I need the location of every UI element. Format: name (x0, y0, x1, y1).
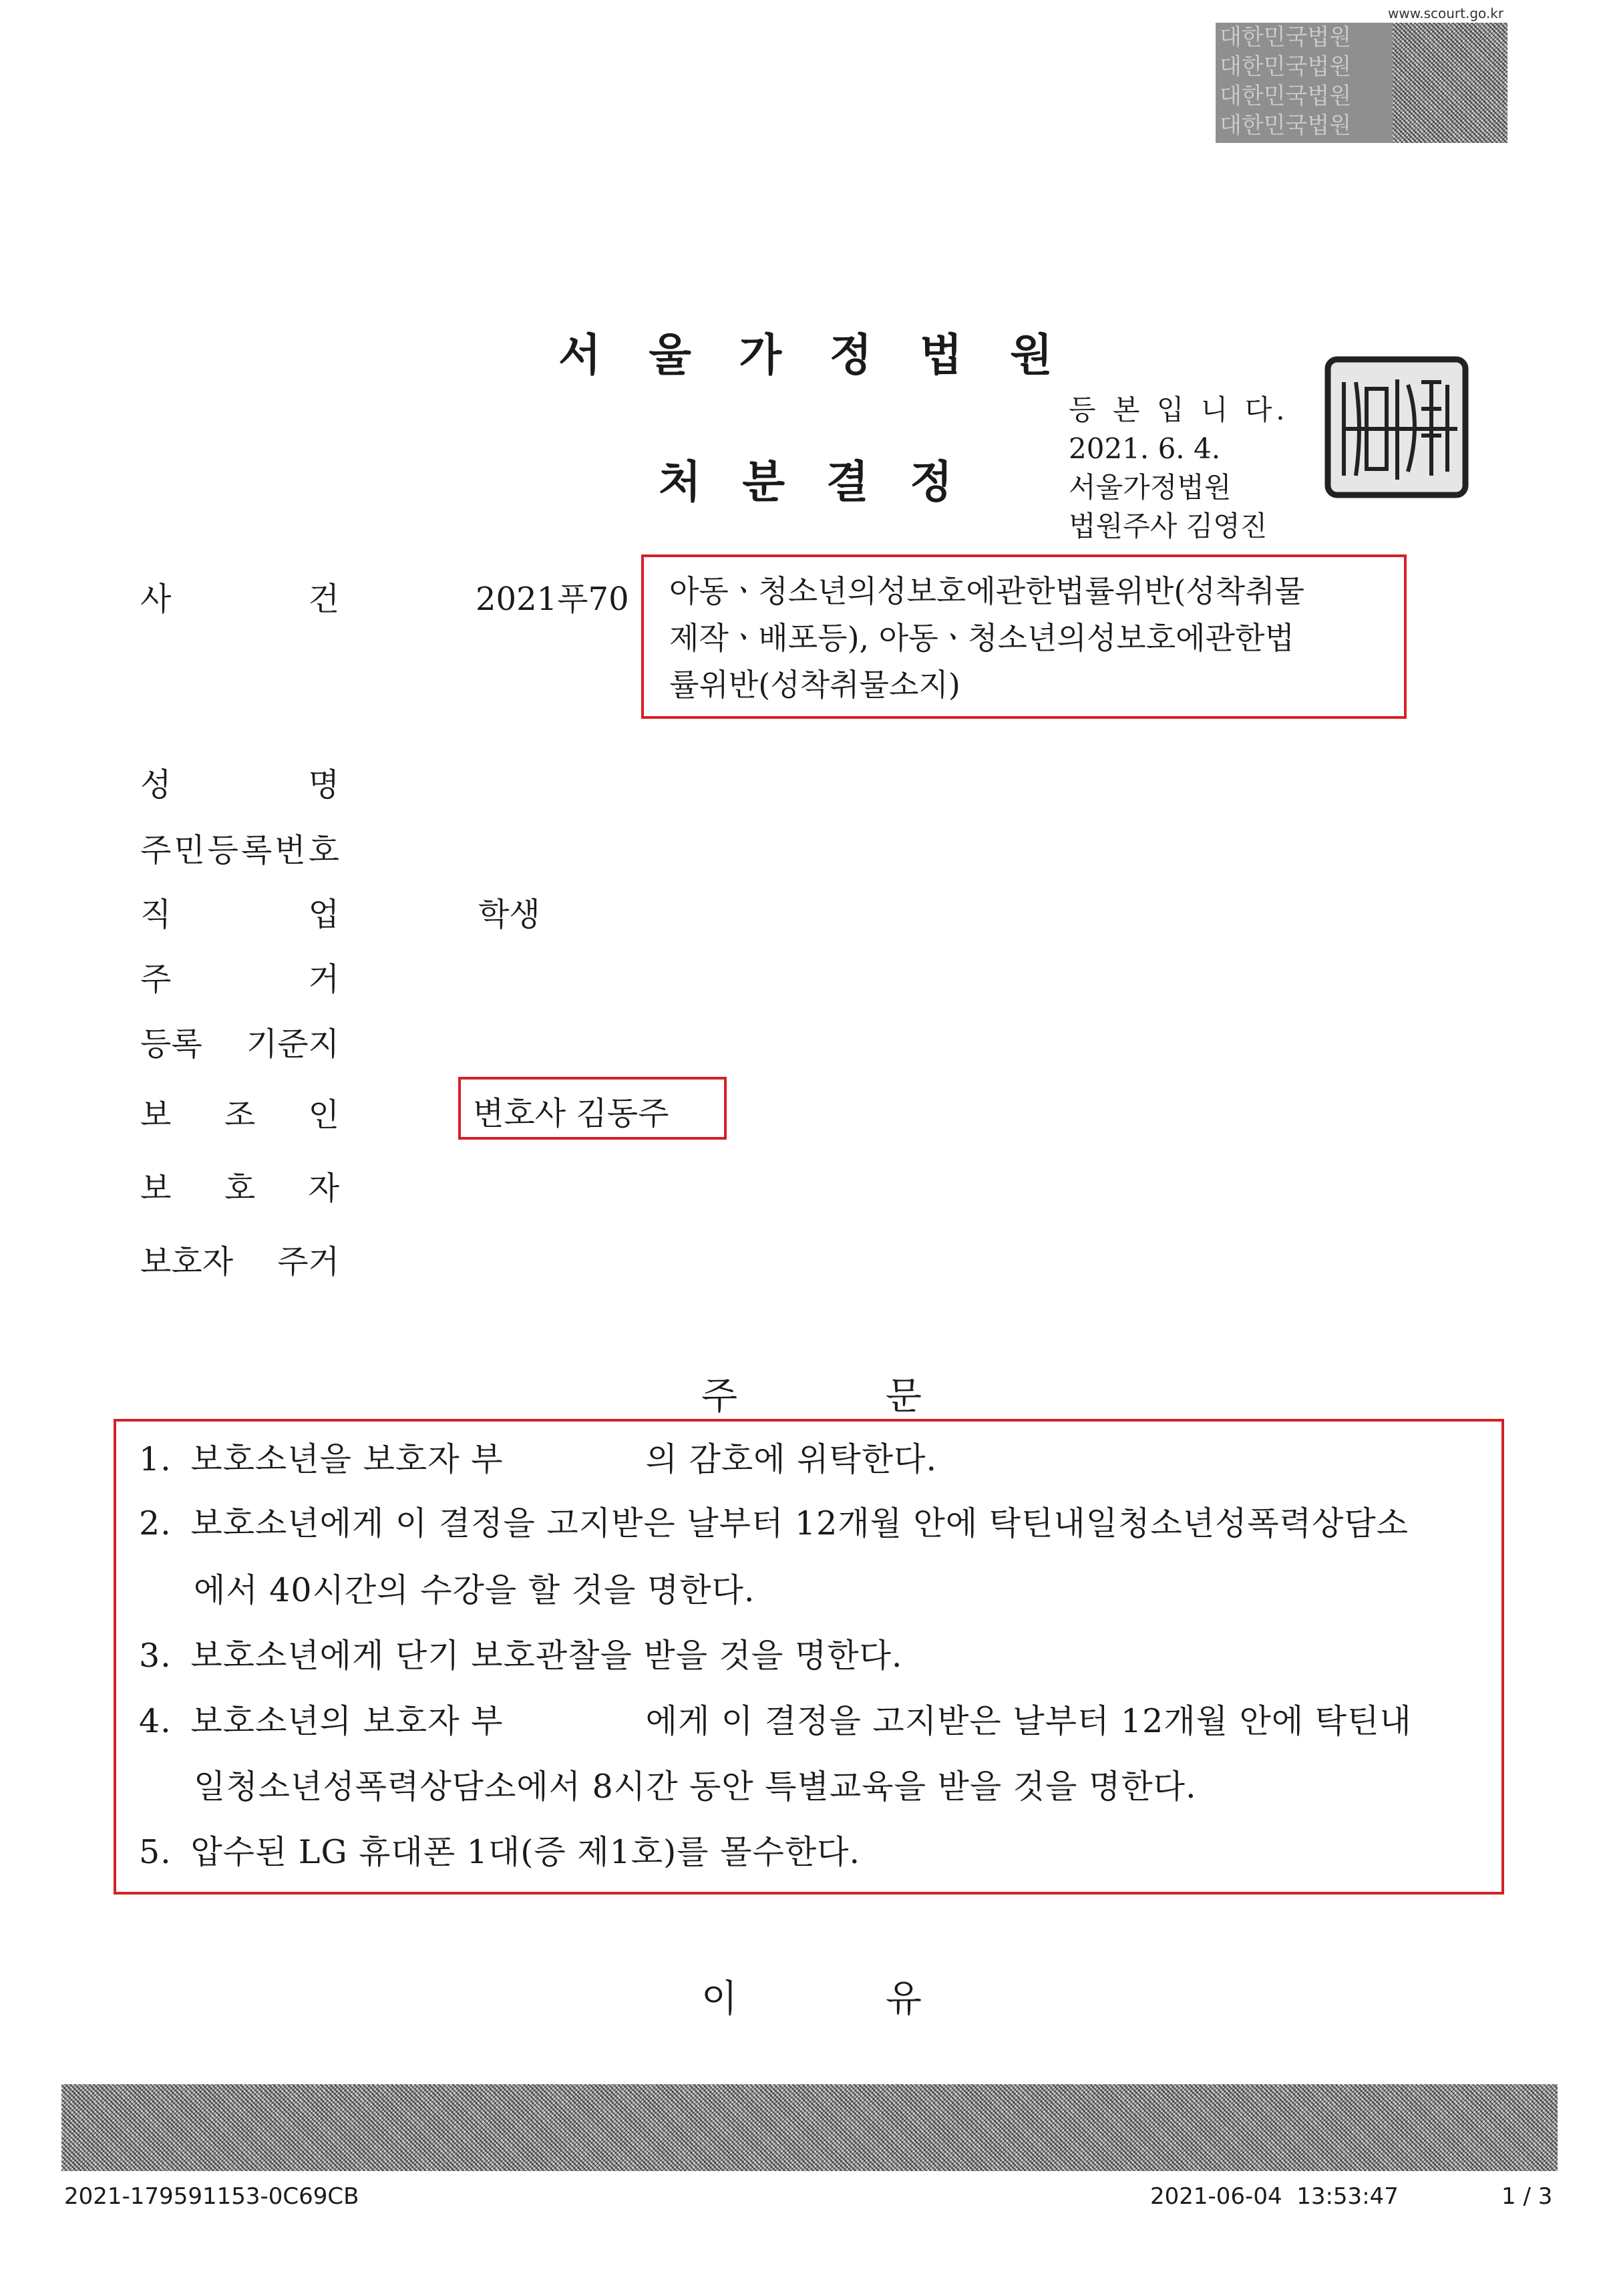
court-name-char: 서 (558, 329, 601, 381)
registered-domicile-label (140, 1018, 339, 1064)
reason-heading (701, 1969, 922, 2023)
title-char: 분 (742, 456, 785, 508)
title-char: 처 (659, 456, 701, 508)
order-item (139, 1702, 1481, 1740)
order-heading (701, 1367, 922, 1420)
case-name (669, 568, 1304, 708)
label-char: 보 (140, 1096, 172, 1134)
label-char: 보 (140, 1170, 172, 1207)
court-seal-stamp (1324, 355, 1469, 499)
case-name-line: 아동ㆍ청소년의성보호에관한법률위반(성착취물 (669, 573, 1305, 609)
label-char: 록 (240, 832, 273, 869)
certification-clerk: 법원주사 김영진 (1069, 510, 1268, 542)
label-char: 호 (308, 832, 339, 869)
label-char: 주 (140, 961, 172, 998)
court-name-char: 정 (829, 329, 872, 381)
order-number: 4. (139, 1702, 172, 1740)
label-char: 명 (308, 766, 339, 804)
label-char: 등 (207, 832, 238, 869)
order-item-continued: 에서 40시간의 수강을 할 것을 명한다. (194, 1571, 755, 1609)
page-number: 1 / 3 (1501, 2183, 1553, 2210)
label-word: 기준지 (246, 1025, 339, 1063)
label-char: 성 (140, 766, 172, 804)
residence-label (140, 953, 339, 999)
certification-block (1069, 391, 1289, 546)
certification-date: 2021. 6. 4. (1069, 432, 1221, 465)
order-text: 압수된 LG 휴대폰 1대(증 제1호)를 몰수한다. (190, 1833, 861, 1871)
order-text: 보호소년에게 이 결정을 고지받은 날부터 12개월 안에 탁틴내일청소년성폭력상담소 (190, 1504, 1409, 1542)
heading-char: 주 (701, 1375, 738, 1418)
site-url: www.scourt.go.kr (1388, 5, 1504, 21)
assistant-value: 변호사 김동주 (473, 1095, 669, 1132)
court-name-char: 가 (739, 329, 782, 381)
guardian-address-label (140, 1236, 339, 1282)
issue-timestamp: 2021-06-04 13:53:47 (1150, 2183, 1399, 2210)
heading-char: 이 (701, 1977, 738, 2021)
label-word: 등록 (140, 1025, 202, 1063)
label-char: 주 (140, 832, 172, 869)
label-char: 사 (140, 581, 172, 618)
label-word: 주거 (277, 1243, 339, 1281)
watermark-line: 대한민국법원 (1220, 24, 1352, 51)
order-text: 에게 이 결정을 고지받은 날부터 12개월 안에 탁틴내 (645, 1702, 1412, 1740)
order-text: 보호소년의 보호자 부 (190, 1702, 504, 1740)
assistant-label (140, 1089, 339, 1135)
order-number: 3. (139, 1637, 172, 1675)
court-name-char: 법 (919, 329, 962, 381)
court-name (558, 319, 1053, 383)
certification-text: 등 본 입 니 다. (1069, 393, 1289, 426)
order-item (139, 1440, 1408, 1478)
label-char: 호 (224, 1170, 256, 1207)
watermark-line: 대한민국법원 (1220, 112, 1352, 139)
order-text: 의 감호에 위탁한다. (645, 1440, 938, 1478)
case-number: 2021푸70 (476, 581, 629, 618)
case-label (140, 573, 339, 619)
case-name-line: 률위반(성착취물소지) (669, 667, 960, 703)
watermark-line: 대한민국법원 (1220, 53, 1352, 80)
order-item (139, 1833, 1408, 1871)
order-text: 보호소년에게 단기 보호관찰을 받을 것을 명한다. (190, 1637, 903, 1675)
court-watermark (1216, 23, 1393, 143)
title-char: 결 (826, 456, 869, 508)
label-char: 자 (308, 1170, 339, 1207)
order-text: 보호소년을 보호자 부 (190, 1440, 504, 1478)
order-number: 2. (139, 1504, 172, 1542)
security-pattern-top (1393, 23, 1507, 143)
resident-number-label (140, 824, 339, 870)
label-word: 보호자 (140, 1243, 234, 1281)
label-char: 번 (275, 832, 306, 869)
heading-char: 유 (885, 1977, 922, 2021)
certification-court: 서울가정법원 (1069, 471, 1232, 504)
order-item (139, 1637, 1408, 1675)
document-id: 2021-179591153-0C69CB (64, 2183, 359, 2210)
occupation-label (140, 888, 339, 935)
security-pattern-bottom (61, 2084, 1558, 2171)
label-char: 조 (224, 1096, 256, 1134)
occupation-value: 학생 (478, 896, 540, 933)
title-char: 정 (910, 456, 952, 508)
name-label (140, 759, 339, 805)
case-name-line: 제작ㆍ배포등), 아동ㆍ청소년의성보호에관한법 (669, 620, 1294, 656)
order-number: 5. (139, 1833, 172, 1871)
label-char: 직 (140, 896, 172, 933)
label-char: 업 (308, 896, 339, 933)
court-name-char: 울 (649, 329, 691, 381)
label-char: 거 (308, 961, 339, 998)
heading-char: 문 (885, 1375, 922, 1418)
watermark-line: 대한민국법원 (1220, 83, 1352, 110)
label-char: 민 (174, 832, 205, 869)
guardian-label (140, 1162, 339, 1208)
label-char: 건 (308, 581, 339, 618)
order-item-continued: 일청소년성폭력상담소에서 8시간 동안 특별교육을 받을 것을 명한다. (194, 1768, 1197, 1806)
document-title (659, 446, 952, 510)
label-char: 인 (308, 1096, 339, 1134)
order-item (139, 1504, 1475, 1542)
order-number: 1. (139, 1440, 172, 1478)
court-name-char: 원 (1010, 329, 1053, 381)
